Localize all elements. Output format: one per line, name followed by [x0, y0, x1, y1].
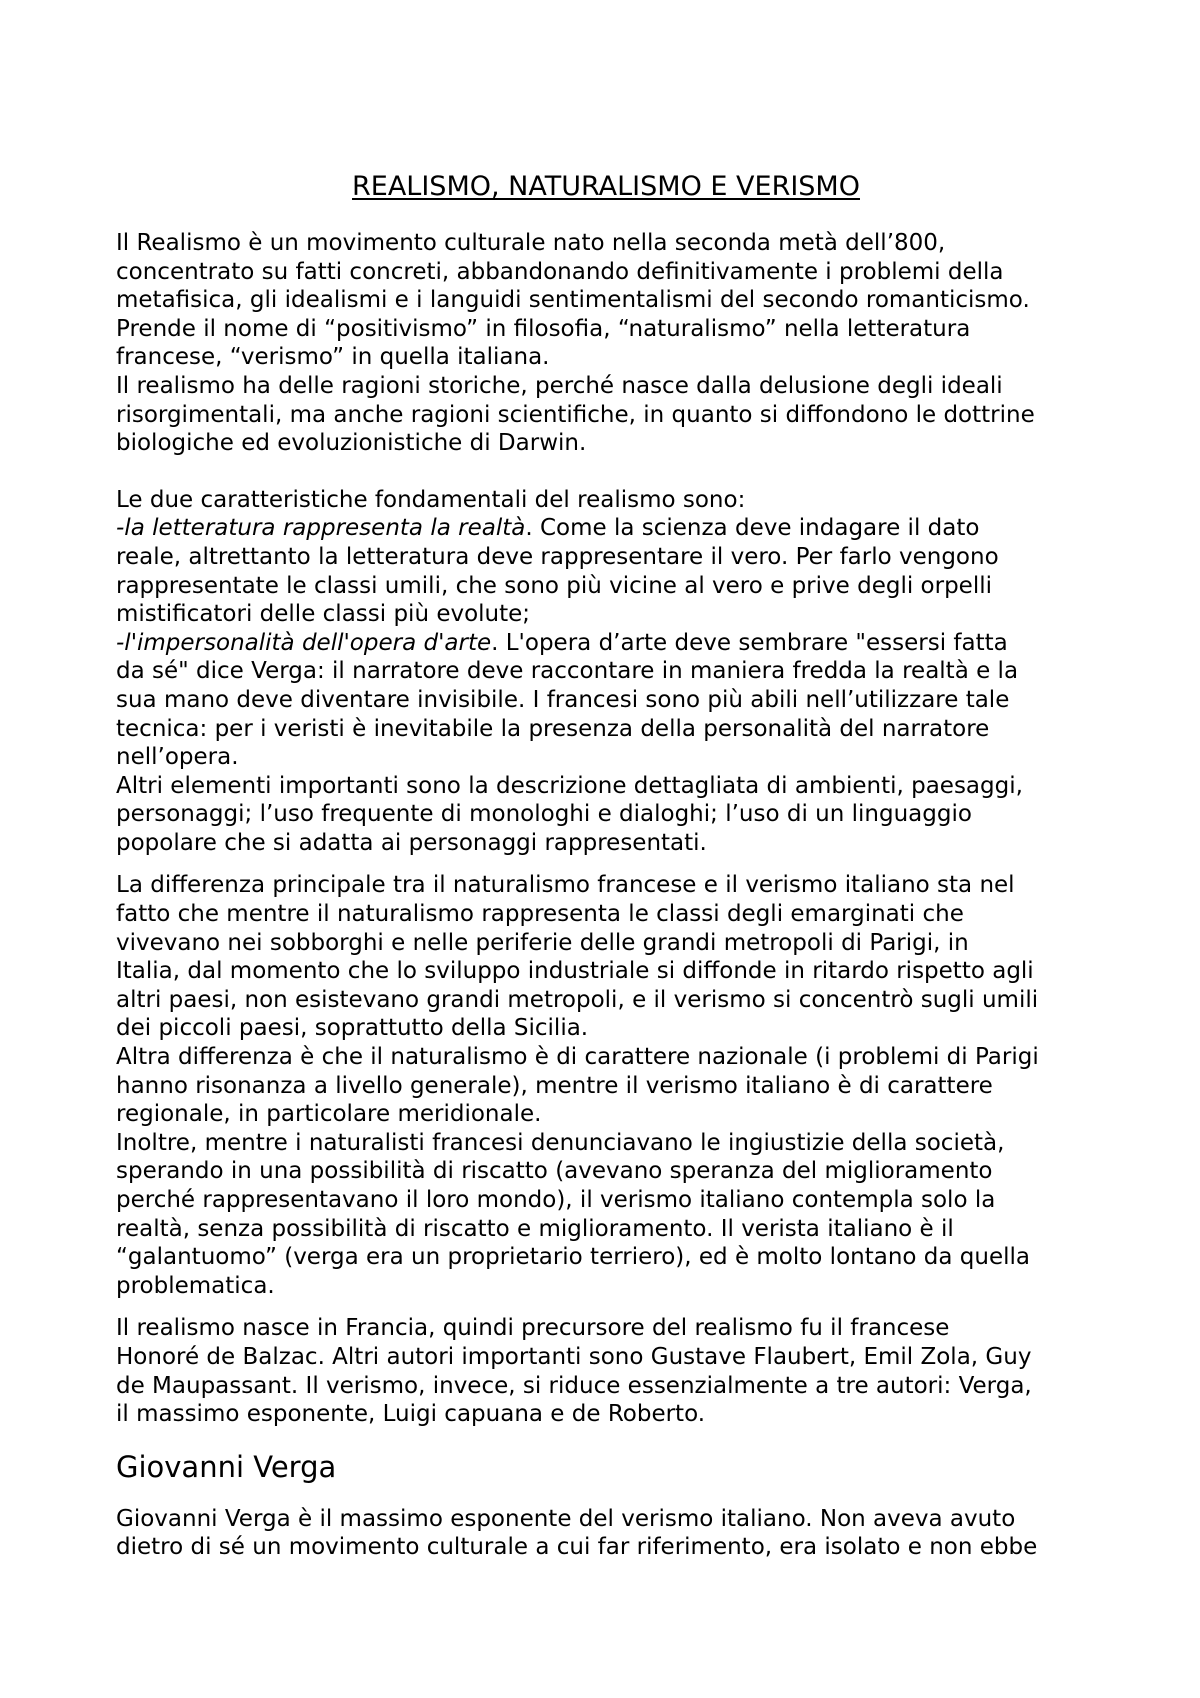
text-line: rappresentate le classi umili, che sono più vicine al vero e prive degli orpelli — [116, 572, 992, 599]
text-line: risorgimentali, ma anche ragioni scientifiche, in quanto si diffondono le dottrine — [116, 401, 1035, 428]
text-line: personaggi; l’uso frequente di monologhi e dialoghi; l’uso di un linguaggio — [116, 801, 972, 828]
text-line: il massimo esponente, Luigi capuana e de Roberto. — [116, 1401, 706, 1428]
text-line: Le due caratteristiche fondamentali del realismo sono: — [116, 486, 746, 513]
text-line: nell’opera. — [116, 744, 239, 771]
text-line: de Maupassant. Il verismo, invece, si riduce essenzialmente a tre autori: Verga, — [116, 1372, 1032, 1399]
text-run: . Come la scienza deve indagare il dato — [525, 515, 980, 542]
characteristic-1-title: -la letteratura rappresenta la realtà — [116, 515, 526, 542]
text-line: Prende il nome di “positivismo” in filosofia, “naturalismo” nella letteratura — [116, 315, 971, 342]
document-body — [116, 229, 1096, 1562]
text-line: da sé" dice Verga: il narratore deve raccontare in maniera fredda la realtà e la — [116, 658, 1019, 685]
text-run: . L'opera d’arte deve sembrare "essersi fatta — [491, 629, 1008, 656]
text-line: regionale, in particolare meridionale. — [116, 1101, 542, 1128]
text-line: Italia, dal momento che lo sviluppo industriale si diffonde in ritardo rispetto agli — [116, 958, 1034, 985]
paragraph-other-difference — [116, 1043, 1096, 1129]
text-line: dietro di sé un movimento culturale a cui far riferimento, era isolato e non ebbe — [116, 1534, 1038, 1561]
text-line: Il realismo ha delle ragioni storiche, perché nasce dalla delusione degli ideali — [116, 372, 1003, 399]
text-line: concentrato su fatti concreti, abbandonando definitivamente i problemi della — [116, 258, 1004, 285]
paragraph-verga — [116, 1505, 1096, 1562]
text-line: Inoltre, mentre i naturalisti francesi denunciavano le ingiustizie della società, — [116, 1129, 1005, 1156]
text-line: tecnica: per i veristi è inevitabile la presenza della personalità del narratore — [116, 715, 990, 742]
paragraph-moreover — [116, 1129, 1096, 1301]
text-line: dei piccoli paesi, soprattutto della Sicilia. — [116, 1015, 589, 1042]
text-line: popolare che si adatta ai personaggi rappresentati. — [116, 829, 707, 856]
text-line: altri paesi, non esistevano grandi metropoli, e il verismo si concentrò sugli umili — [116, 986, 1039, 1013]
section-heading: Giovanni Verga — [116, 1449, 337, 1484]
text-line: hanno risonanza a livello generale), mentre il verismo italiano è di carattere — [116, 1072, 993, 1099]
text-line: problematica. — [116, 1272, 275, 1299]
characteristic-item-1 — [116, 514, 1096, 543]
paragraph-historical-reasons — [116, 372, 1096, 458]
text-line: biologiche ed evoluzionistiche di Darwin. — [116, 430, 587, 457]
text-line: francese, “verismo” in quella italiana. — [116, 344, 550, 371]
text-line: Il Realismo è un movimento culturale nato nella seconda metà dell’800, — [116, 230, 946, 256]
text-line: Altri elementi importanti sono la descrizione dettagliata di ambienti, paesaggi, — [116, 772, 1023, 799]
document-title: REALISMO, NATURALISMO E VERISMO — [352, 171, 860, 202]
paragraph-intro — [116, 229, 1096, 372]
text-line: Il realismo nasce in Francia, quindi precursore del realismo fu il francese — [116, 1315, 950, 1342]
text-line: vivevano nei sobborghi e nelle periferie delle grandi metropoli di Parigi, in — [116, 929, 969, 956]
text-line: fatto che mentre il naturalismo rappresenta le classi degli emarginati che — [116, 901, 964, 928]
text-line: sua mano deve diventare invisibile. I francesi sono più abili nell’utilizzare tale — [116, 686, 1010, 713]
text-line: realtà, senza possibilità di riscatto e miglioramento. Il verista italiano è il — [116, 1215, 954, 1242]
text-line: perché rappresentavano il loro mondo), il verismo italiano contempla solo la — [116, 1187, 996, 1213]
characteristic-item-2 — [116, 629, 1096, 658]
paragraph-main-difference — [116, 871, 1096, 1043]
paragraph-authors — [116, 1314, 1096, 1428]
characteristic-2-title: -l'impersonalità dell'opera d'arte — [116, 629, 492, 656]
text-line: La differenza principale tra il naturalismo francese e il verismo italiano sta nel — [116, 872, 1015, 899]
text-line: metafisica, gli idealismi e i languidi sentimentalismi del secondo romanticismo. — [116, 287, 1030, 314]
text-line: Giovanni Verga è il massimo esponente del verismo italiano. Non aveva avuto — [116, 1505, 1016, 1532]
text-line: Altra differenza è che il naturalismo è di carattere nazionale (i problemi di Parigi — [116, 1044, 1039, 1071]
paragraph-other-elements — [116, 772, 1096, 858]
text-line: reale, altrettanto la letteratura deve rappresentare il vero. Per farlo vengono — [116, 543, 999, 570]
text-line: “galantuomo” (verga era un proprietario terriero), ed è molto lontano da quella — [116, 1244, 1030, 1271]
text-line: mistificatori delle classi più evolute; — [116, 601, 531, 628]
text-line: Honoré de Balzac. Altri autori importanti sono Gustave Flaubert, Emil Zola, Guy — [116, 1343, 1032, 1370]
text-line: sperando in una possibilità di riscatto (avevano speranza del miglioramento — [116, 1158, 993, 1185]
paragraph-characteristics — [116, 486, 1096, 772]
